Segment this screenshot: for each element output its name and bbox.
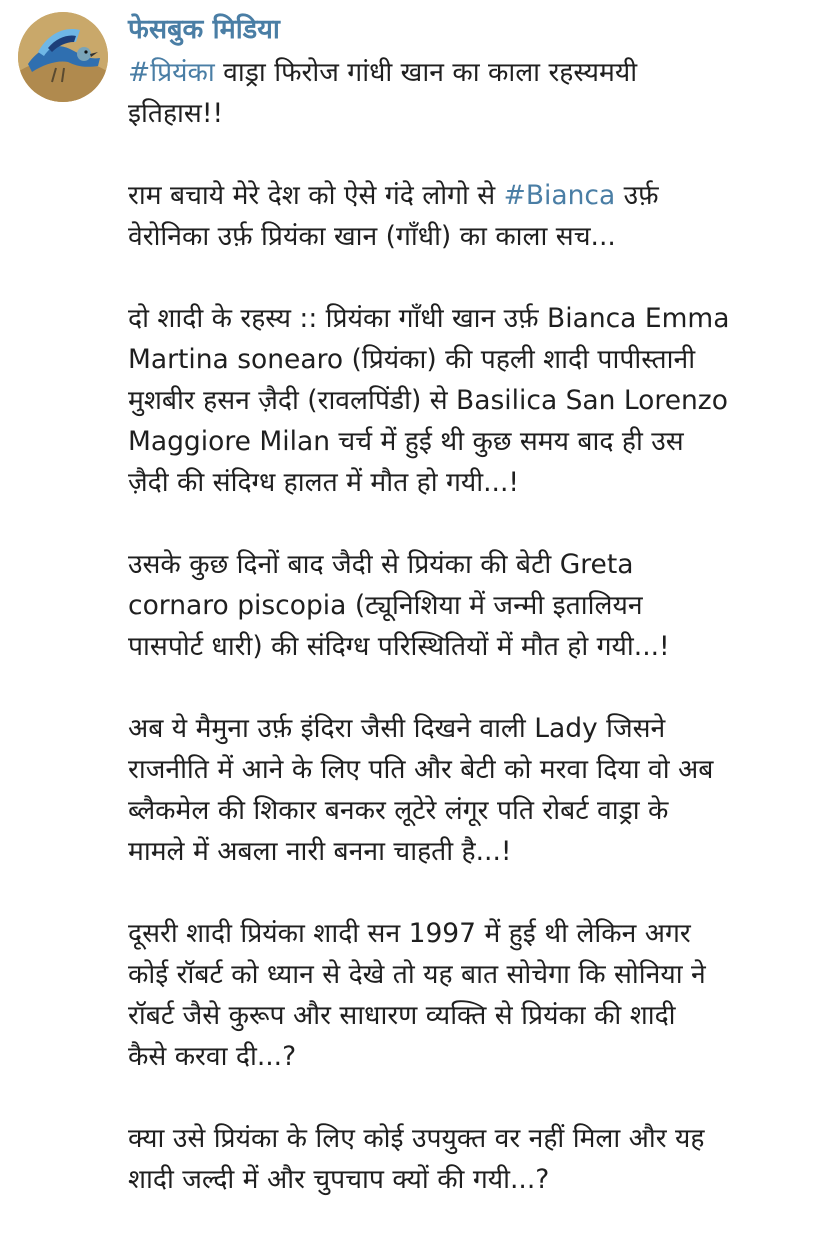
paragraph-text: वाड्रा फिरोज गांधी खान का काला रहस्यमयी इतिहास!! (128, 57, 638, 129)
paragraph-text: राम बचाये मेरे देश को ऐसे गंदे लोगो से (128, 180, 504, 211)
post-paragraph-6: दूसरी शादी प्रियंका शादी सन 1997 में हुई थी लेकिन अगर कोई रॉबर्ट को ध्यान से देखे तो यह बात सोचेगा कि सोनिया ने रॉबर्ट जैसे कुरूप और साधारण व्यक्ति से प्रियंका की शादी कैसे करवा दी...? (128, 918, 706, 1072)
post-paragraph-4: उसके कुछ दिनों बाद जैदी से प्रियंका की बेटी Greta cornaro piscopia (ट्यूनिशिया में जन्मी इतालियन पासपोर्ट धारी) की संदिग्ध परिस्थितियों में मौत हो गयी...! (128, 549, 670, 662)
page-avatar[interactable] (18, 12, 108, 102)
hashtag-link[interactable]: #प्रियंका (128, 57, 215, 88)
paragraph-text: उर्फ़ वेरोनिका उर्फ़ प्रियंका खान (गाँधी) का काला सच... (128, 180, 659, 252)
post-paragraph-7: क्या उसे प्रियंका के लिए कोई उपयुक्त वर नहीं मिला और यह शादी जल्दी में और चुपचाप क्यों की गयी...? (128, 1123, 705, 1195)
hashtag-link[interactable]: #Bianca (503, 180, 616, 211)
indian-roller-bird-icon (18, 12, 108, 102)
post-paragraph-3: दो शादी के रहस्य :: प्रियंका गाँधी खान उर्फ़ Bianca Emma Martina sonearo (प्रियंका) की पहली शादी पापीस्तानी मुशबीर हसन ज़ैदी (रावलपिंडी) से Basilica San Lorenzo Maggiore Milan चर्च में हुई थी कुछ समय बाद ही उस ज़ैदी की संदिग्ध हालत में मौत हो गयी...! (128, 303, 730, 498)
post-paragraph-2 (128, 175, 808, 257)
author-name[interactable]: फेसबुक मिडिया (128, 14, 280, 45)
post-paragraph-5: अब ये मैमुना उर्फ़ इंदिरा जैसी दिखने वाली Lady जिसने राजनीति में आने के लिए पति और बेटी को मरवा दिया वो अब ब्लैकमेल की शिकार बनकर लूटेरे लंगूर पति रोबर्ट वाड्रा के मामले में अबला नारी बनना चाहती है...! (128, 713, 714, 867)
post-body (128, 52, 808, 1241)
post-paragraph-1 (128, 52, 808, 134)
